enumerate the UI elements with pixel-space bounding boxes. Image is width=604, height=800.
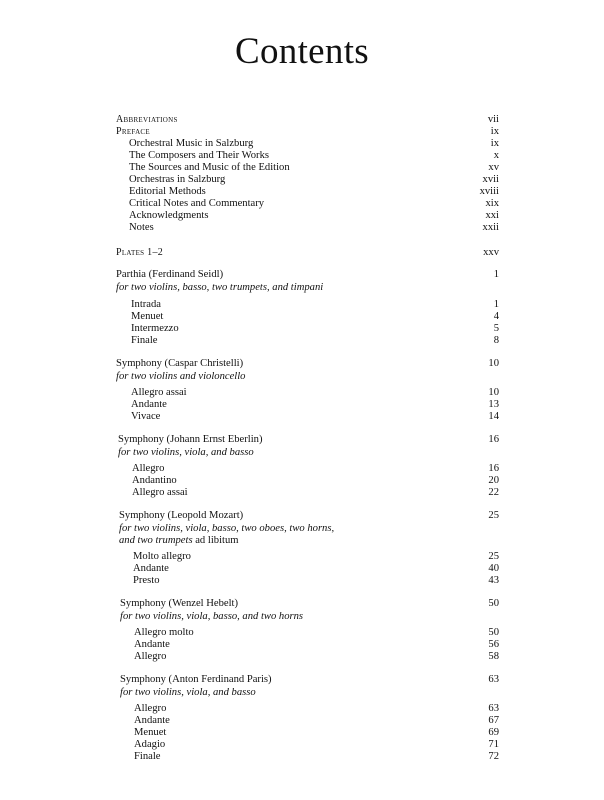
- toc-entry-plates[interactable]: [0, 247, 604, 259]
- work-scoring-line2: [119, 535, 239, 547]
- movement-name: Finale: [134, 751, 161, 762]
- toc-work-title[interactable]: [0, 674, 604, 686]
- toc-work-scoring: [0, 447, 604, 459]
- toc-page: 22: [488, 487, 499, 498]
- movement-name: Menuet: [131, 311, 164, 322]
- movement-name: Andante: [133, 563, 169, 574]
- movement-name: Allegro assai: [131, 387, 187, 398]
- toc-subentry[interactable]: [0, 198, 604, 210]
- toc-label: Plates 1–2: [116, 247, 164, 258]
- toc-page: 72: [488, 751, 499, 762]
- toc-movement[interactable]: [0, 703, 604, 715]
- toc-work-scoring: [0, 687, 604, 699]
- toc-work-title[interactable]: [0, 358, 604, 370]
- toc-entry-abbreviations[interactable]: [0, 114, 604, 126]
- movement-name: Presto: [133, 575, 160, 586]
- toc-movement[interactable]: [0, 551, 604, 563]
- toc-page: 20: [488, 475, 499, 486]
- toc-label: Notes: [129, 222, 154, 233]
- toc-page: 43: [488, 575, 499, 586]
- toc-work-scoring: [0, 282, 604, 294]
- toc-page: xviii: [479, 186, 499, 197]
- movement-name: Finale: [131, 335, 158, 346]
- toc-page: 1: [493, 269, 499, 280]
- toc-page: 56: [488, 639, 499, 650]
- toc-page: 13: [488, 399, 499, 410]
- work-scoring: for two violins and violoncello: [116, 371, 246, 382]
- toc-movement[interactable]: [0, 715, 604, 727]
- toc-movement[interactable]: [0, 323, 604, 335]
- toc-movement[interactable]: [0, 487, 604, 499]
- work-scoring-text: and two trumpets: [119, 535, 193, 546]
- toc-work-scoring: [0, 535, 604, 547]
- toc-entry-preface[interactable]: [0, 126, 604, 138]
- movement-name: Andante: [134, 639, 170, 650]
- movement-name: Molto allegro: [133, 551, 191, 562]
- toc-page: 25: [488, 551, 499, 562]
- toc-label: Abbreviations: [116, 114, 178, 125]
- toc-movement[interactable]: [0, 563, 604, 575]
- toc-label: Orchestras in Salzburg: [129, 174, 226, 185]
- toc-label: The Composers and Their Works: [129, 150, 269, 161]
- movement-name: Andante: [134, 715, 170, 726]
- movement-name: Adagio: [134, 739, 166, 750]
- work-title: Symphony (Anton Ferdinand Paris): [120, 674, 272, 685]
- work-scoring: for two violins, viola, basso, and two horns: [120, 611, 304, 622]
- toc-movement[interactable]: [0, 299, 604, 311]
- toc-work-scoring: [0, 611, 604, 623]
- toc-page: 50: [488, 598, 499, 609]
- toc-page: xix: [485, 198, 499, 209]
- toc-label: The Sources and Music of the Edition: [129, 162, 290, 173]
- movement-name: Vivace: [131, 411, 161, 422]
- toc-work-title[interactable]: [0, 598, 604, 610]
- toc-label: Acknowledgments: [129, 210, 209, 221]
- toc-movement[interactable]: [0, 639, 604, 651]
- toc-subentry[interactable]: [0, 186, 604, 198]
- toc-page: xxi: [485, 210, 499, 221]
- toc-page: xv: [488, 162, 499, 173]
- page-title: Contents: [235, 31, 369, 72]
- movement-name: Allegro molto: [134, 627, 194, 638]
- work-scoring: for two violins, viola, basso, two oboes, two horns,: [119, 523, 335, 534]
- toc-page: vii: [487, 114, 499, 125]
- work-scoring: for two violins, viola, and basso: [118, 447, 254, 458]
- toc-work-title[interactable]: [0, 510, 604, 522]
- movement-name: Intrada: [131, 299, 161, 310]
- movement-name: Allegro: [134, 651, 167, 662]
- work-title: Symphony (Caspar Christelli): [116, 358, 244, 369]
- toc-movement[interactable]: [0, 463, 604, 475]
- toc-subentry[interactable]: [0, 150, 604, 162]
- toc-page: 67: [488, 715, 499, 726]
- work-scoring: for two violins, viola, and basso: [120, 687, 256, 698]
- movement-name: Allegro: [132, 463, 165, 474]
- toc-work-title[interactable]: [0, 269, 604, 281]
- toc-subentry[interactable]: [0, 162, 604, 174]
- toc-page: 8: [493, 335, 499, 346]
- toc-label: Orchestral Music in Salzburg: [129, 138, 254, 149]
- toc-movement[interactable]: [0, 475, 604, 487]
- toc-page: 5: [493, 323, 499, 334]
- work-scoring-suffix: ad libitum: [195, 535, 239, 546]
- toc-movement[interactable]: [0, 387, 604, 399]
- work-title: Symphony (Johann Ernst Eberlin): [118, 434, 263, 445]
- toc-page: xvii: [482, 174, 499, 185]
- toc-page: 40: [488, 563, 499, 574]
- toc-page: 71: [488, 739, 499, 750]
- toc-movement[interactable]: [0, 739, 604, 751]
- toc-page: ix: [490, 138, 499, 149]
- toc-page: 63: [488, 703, 499, 714]
- toc-page: 16: [488, 463, 499, 474]
- toc-page: xxii: [482, 222, 499, 233]
- toc-movement[interactable]: [0, 627, 604, 639]
- work-title: Symphony (Leopold Mozart): [119, 510, 244, 521]
- toc-label: Critical Notes and Commentary: [129, 198, 265, 209]
- movement-name: Intermezzo: [131, 323, 179, 334]
- toc-label: Editorial Methods: [129, 186, 206, 197]
- work-title: Parthia (Ferdinand Seidl): [116, 269, 224, 280]
- toc-subentry[interactable]: [0, 210, 604, 222]
- work-title: Symphony (Wenzel Hebelt): [120, 598, 238, 609]
- toc-movement[interactable]: [0, 651, 604, 663]
- work-scoring: for two violins, basso, two trumpets, and timpani: [116, 282, 324, 293]
- toc-page: 1: [493, 299, 499, 310]
- toc-movement[interactable]: [0, 411, 604, 423]
- toc-page: 16: [488, 434, 499, 445]
- toc-movement[interactable]: [0, 311, 604, 323]
- toc-page: 58: [488, 651, 499, 662]
- toc-page: 10: [488, 387, 499, 398]
- toc-page: 25: [488, 510, 499, 521]
- toc-page: 63: [488, 674, 499, 685]
- toc-page: 4: [493, 311, 499, 322]
- toc-work-scoring: [0, 371, 604, 383]
- toc-page: 10: [488, 358, 499, 369]
- toc-page: 14: [488, 411, 499, 422]
- toc-subentry[interactable]: [0, 222, 604, 234]
- toc-movement[interactable]: [0, 751, 604, 763]
- toc-subentry[interactable]: [0, 138, 604, 150]
- movement-name: Allegro: [134, 703, 167, 714]
- toc-work-scoring: [0, 523, 604, 535]
- toc-work-title[interactable]: [0, 434, 604, 446]
- movement-name: Menuet: [134, 727, 167, 738]
- movement-name: Andante: [131, 399, 167, 410]
- toc-movement[interactable]: [0, 727, 604, 739]
- toc-movement[interactable]: [0, 335, 604, 347]
- toc-page: 69: [488, 727, 499, 738]
- toc-page: 50: [488, 627, 499, 638]
- toc-movement[interactable]: [0, 575, 604, 587]
- toc-label: Preface: [116, 126, 150, 137]
- movement-name: Allegro assai: [132, 487, 188, 498]
- toc-subentry[interactable]: [0, 174, 604, 186]
- movement-name: Andantino: [132, 475, 177, 486]
- toc-page: xxv: [483, 247, 499, 258]
- toc-page: x: [493, 150, 499, 161]
- toc-page: ix: [490, 126, 499, 137]
- toc-movement[interactable]: [0, 399, 604, 411]
